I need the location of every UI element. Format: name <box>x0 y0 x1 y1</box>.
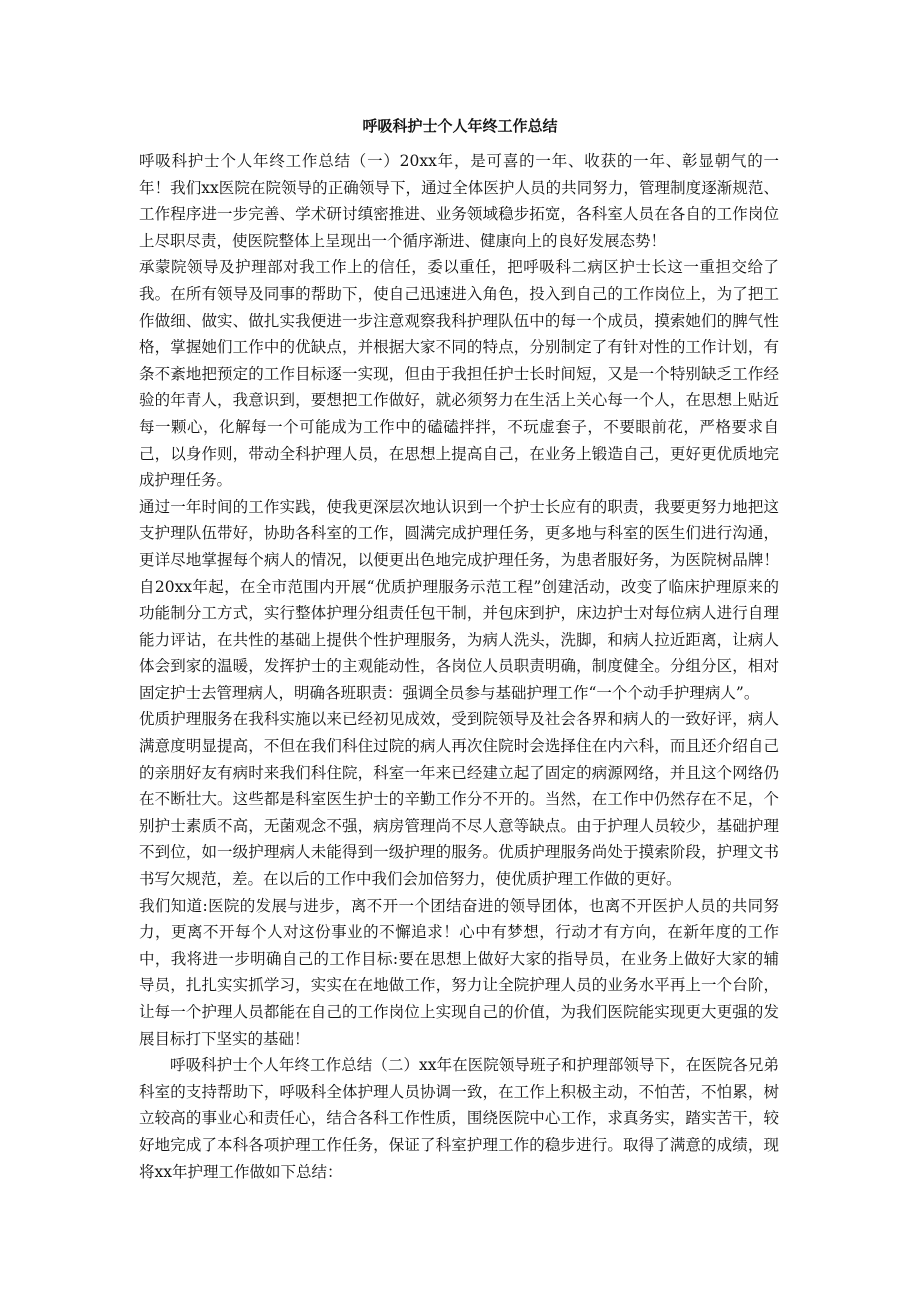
document-body <box>139 148 779 1185</box>
paragraph-results-and-shortcomings: 优质护理服务在我科实施以来已经初见成效，受到院领导及社会各界和病人的一致好评，病人满意度明显提高，不但在我们科住过院的病人再次住院时会选择住在内六科，而且还介绍自己的亲朋好友有病时来我们科住院，科室一年来已经建立起了固定的病源网络，并且这个网络仍在不断壮大。这些都是科室医生护士的辛勤工作分不开的。当然，在工作中仍然存在不足，个别护士素质不高，无菌观念不强，病房管理尚不尽人意等缺点。由于护理人员较少，基础护理不到位，如一级护理病人未能得到一级护理的服务。优质护理服务尚处于摸索阶段，护理文书书写欠规范，差。在以后的工作中我们会加倍努力，使优质护理工作做的更好。 <box>139 710 779 889</box>
document-title: 呼吸科护士个人年终工作总结 <box>362 117 558 135</box>
paragraph-summary-one-intro: 呼吸科护士个人年终工作总结（一）20xx年，是可喜的一年、收获的一年、彰显朝气的一年！我们xx医院在院领导的正确领导下，通过全体医护人员的共同努力，管理制度逐渐规范、工作程序进一步完善、学术研讨缜密推进、业务领域稳步拓宽，各科室人员在各自的工作岗位上尽职尽责，使医院整体上呈现出一个循序渐进、健康向上的良好发展态势！ <box>139 152 779 250</box>
paragraph-head-nurse-role: 承蒙院领导及护理部对我工作上的信任，委以重任，把呼吸科二病区护士长这一重担交给了我。在所有领导及同事的帮助下，使自己迅速进入角色，投入到自己的工作岗位上，为了把工作做细、做实、做扎实我便进一步注意观察我科护理队伍中的每一个成员，摸索她们的脾气性格，掌握她们工作中的优缺点，并根据大家不同的特点，分别制定了有针对性的工作计划，有条不紊地把预定的工作目标逐一实现，但由于我担任护士长时间短，又是一个特别缺乏工作经验的年青人，我意识到，要想把工作做好，就必须努力在生活上关心每一个人，在思想上贴近每一颗心，化解每一个可能成为工作中的磕磕拌拌，不玩虚套子，不要眼前花，严格要求自己，以身作则，带动全科护理人员，在思想上提高自己，在业务上锻造自己，更好更优质地完成护理任务。 <box>139 258 779 490</box>
paragraph-quality-care-project: 通过一年时间的工作实践，使我更深层次地认识到一个护士长应有的职责，我要更努力地把这支护理队伍带好，协助各科室的工作，圆满完成护理任务，更多地与科室的医生们进行沟通，更详尽地掌握每个病人的情况，以便更出色地完成护理任务，为患者服好务，为医院树品牌！自20xx年起，在全市范围内开展“优质护理服务示范工程”创建活动，改变了临床护理原来的功能制分工方式，实行整体护理分组责任包干制，并包床到护，床边护士对每位病人进行自理能力评诂，在共性的基础上提供个性护理服务，为病人洗头，洗脚，和病人拉近距离，让病人体会到家的温暖，发挥护士的主观能动性，各岗位人员职责明确，制度健全。分组分区，相对固定护士去管理病人，明确各班职责：强调全员参与基础护理工作“一个个动手护理病人”。 <box>139 497 779 702</box>
paragraph-summary-two-intro: 呼吸科护士个人年终工作总结（二）xx年在医院领导班子和护理部领导下，在医院各兄弟科室的支持帮助下，呼吸科全体护理人员协调一致，在工作上积极主动，不怕苦，不怕累，树立较高的事业心和责任心，结合各科工作性质，围绕医院中心工作，求真务实，踏实苦干，较好地完成了本科各项护理工作任务，保证了科室护理工作的稳步进行。取得了满意的成绩，现将xx年护理工作做如下总结： <box>139 1056 779 1181</box>
paragraph-future-goals: 我们知道:医院的发展与进步，离不开一个团结奋进的领导团体，也离不开医护人员的共同努力，更离不开每个人对这份事业的不懈追求！心中有梦想，行动才有方向，在新年度的工作中，我将进一步明确自己的工作目标:要在思想上做好大家的指导员，在业务上做好大家的辅导员，扎扎实实抓学习，实实在在地做工作，努力让全院护理人员的业务水平再上一个台阶，让每一个护理人员都能在自己的工作岗位上实现自己的价值，为我们医院能实现更大更强的发展目标打下坚实的基础！ <box>139 896 779 1048</box>
